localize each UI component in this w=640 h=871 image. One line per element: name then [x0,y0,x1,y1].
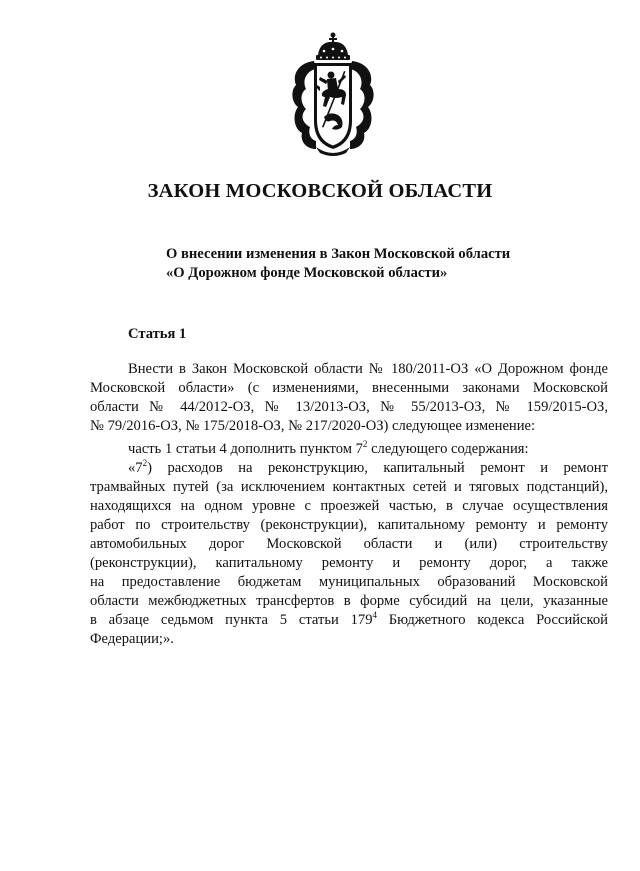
text-fragment: часть 1 статьи 4 дополнить пунктом 7 [128,441,363,457]
text-line: (реконструкции), капитальному ремонту и ремонту дорог, а также [90,555,608,571]
text-line [90,459,608,478]
coat-of-arms-icon [286,31,380,159]
text-line: Московской области» (с изменениями, внесенными законами Московской [90,380,608,396]
text-line: Федерации;». [90,631,174,647]
text-fragment: в абзаце седьмом пункта 5 статьи 179 [90,612,373,628]
text-line: на предоставление бюджетам муниципальных образований Московской [90,574,608,590]
text-fragment: следующего содержания: [367,441,529,457]
text-fragment: ) расходов на реконструкцию, капитальный ремонт и ремонт [147,460,608,476]
text-line: области № 44/2012-ОЗ, № 13/2013-ОЗ, № 55/2013-ОЗ, № 159/2015-ОЗ, [90,399,608,415]
law-subtitle [166,245,510,283]
text-line: № 79/2016-ОЗ, № 175/2018-ОЗ, № 217/2020-ОЗ) следующее изменение: [90,418,536,434]
subtitle-line: «О Дорожном фонде Московской области» [166,265,448,281]
text-line: области межбюджетных трансфертов в форме субсидий на цели, указанные [90,593,608,609]
paragraph-part-reference [90,440,608,459]
text-fragment: Бюджетного кодекса Российской [377,612,608,628]
text-line: работ по строительству (реконструкции), капитальному ремонту и ремонту [90,517,608,533]
text-line: находящихся на одном уровне с проезжей частью, в случае осуществления [90,498,608,514]
text-line: трамвайных путей (за исключением контактных сетей и тяговых подстанций), [90,479,608,495]
superscript: 2 [362,439,368,449]
text-fragment: «7 [128,460,143,476]
text-line: автомобильных дорог Московской области и (или) строительству [90,536,608,552]
law-title: ЗАКОН МОСКОВСКОЙ ОБЛАСТИ [147,180,493,202]
text-line [90,611,608,630]
paragraph-new-item [90,459,608,649]
text-line: Внести в Закон Московской области № 180/2011-ОЗ «О Дорожном фонде [128,361,608,377]
subtitle-line: О внесении изменения в Закон Московской области [166,246,511,262]
article-heading: Статья 1 [128,326,187,342]
text-line [90,440,608,459]
superscript: 4 [372,610,378,620]
paragraph-amendment-intro [90,360,608,436]
superscript: 2 [142,458,148,468]
